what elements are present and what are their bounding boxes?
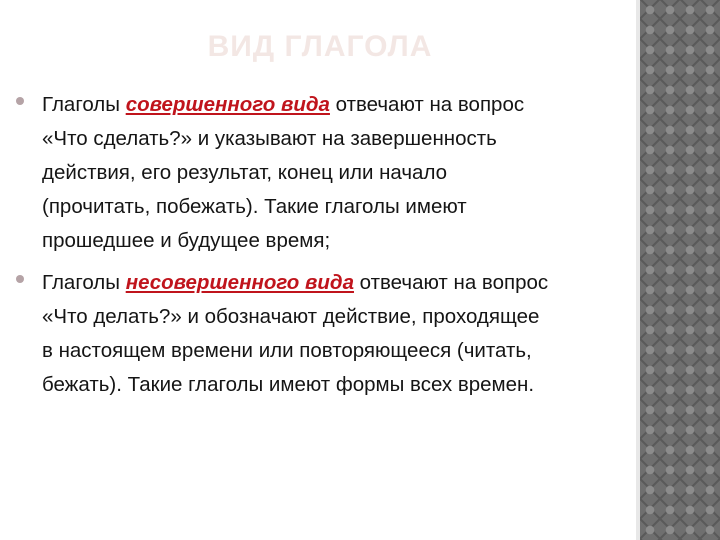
- bullet-item-perfective: [14, 88, 614, 258]
- bullet-dot-icon: [16, 275, 24, 283]
- line-text: Глаголы: [42, 271, 126, 294]
- emphasis-term: совершенного вида: [125, 93, 330, 116]
- text-line: [42, 88, 614, 122]
- bullet-item-imperfective: [14, 266, 614, 402]
- emphasis-term: несовершенного вида: [125, 271, 354, 294]
- text-line: «Что сделать?» и указывают на завершенность: [42, 127, 497, 150]
- line-text: отвечают на вопрос: [329, 93, 525, 116]
- text-line: бежать). Такие глаголы имеют формы всех времен.: [42, 373, 535, 396]
- bullet-dot-icon: [16, 97, 24, 105]
- line-text: отвечают на вопрос: [353, 271, 549, 294]
- decorative-pattern-strip: [640, 0, 720, 540]
- text-line: [42, 266, 614, 300]
- text-line: «Что делать?» и обозначают действие, проходящее: [42, 305, 540, 328]
- bullet-list: [14, 88, 614, 410]
- text-line: прошедшее и будущее время;: [42, 229, 331, 252]
- text-line: (прочитать, побежать). Такие глаголы имеют: [42, 195, 467, 218]
- line-text: Глаголы: [42, 93, 126, 116]
- text-line: действия, его результат, конец или начало: [42, 161, 448, 184]
- slide-title: ВИД ГЛАГОЛА: [207, 30, 433, 63]
- text-line: в настоящем времени или повторяющееся (читать,: [42, 339, 532, 362]
